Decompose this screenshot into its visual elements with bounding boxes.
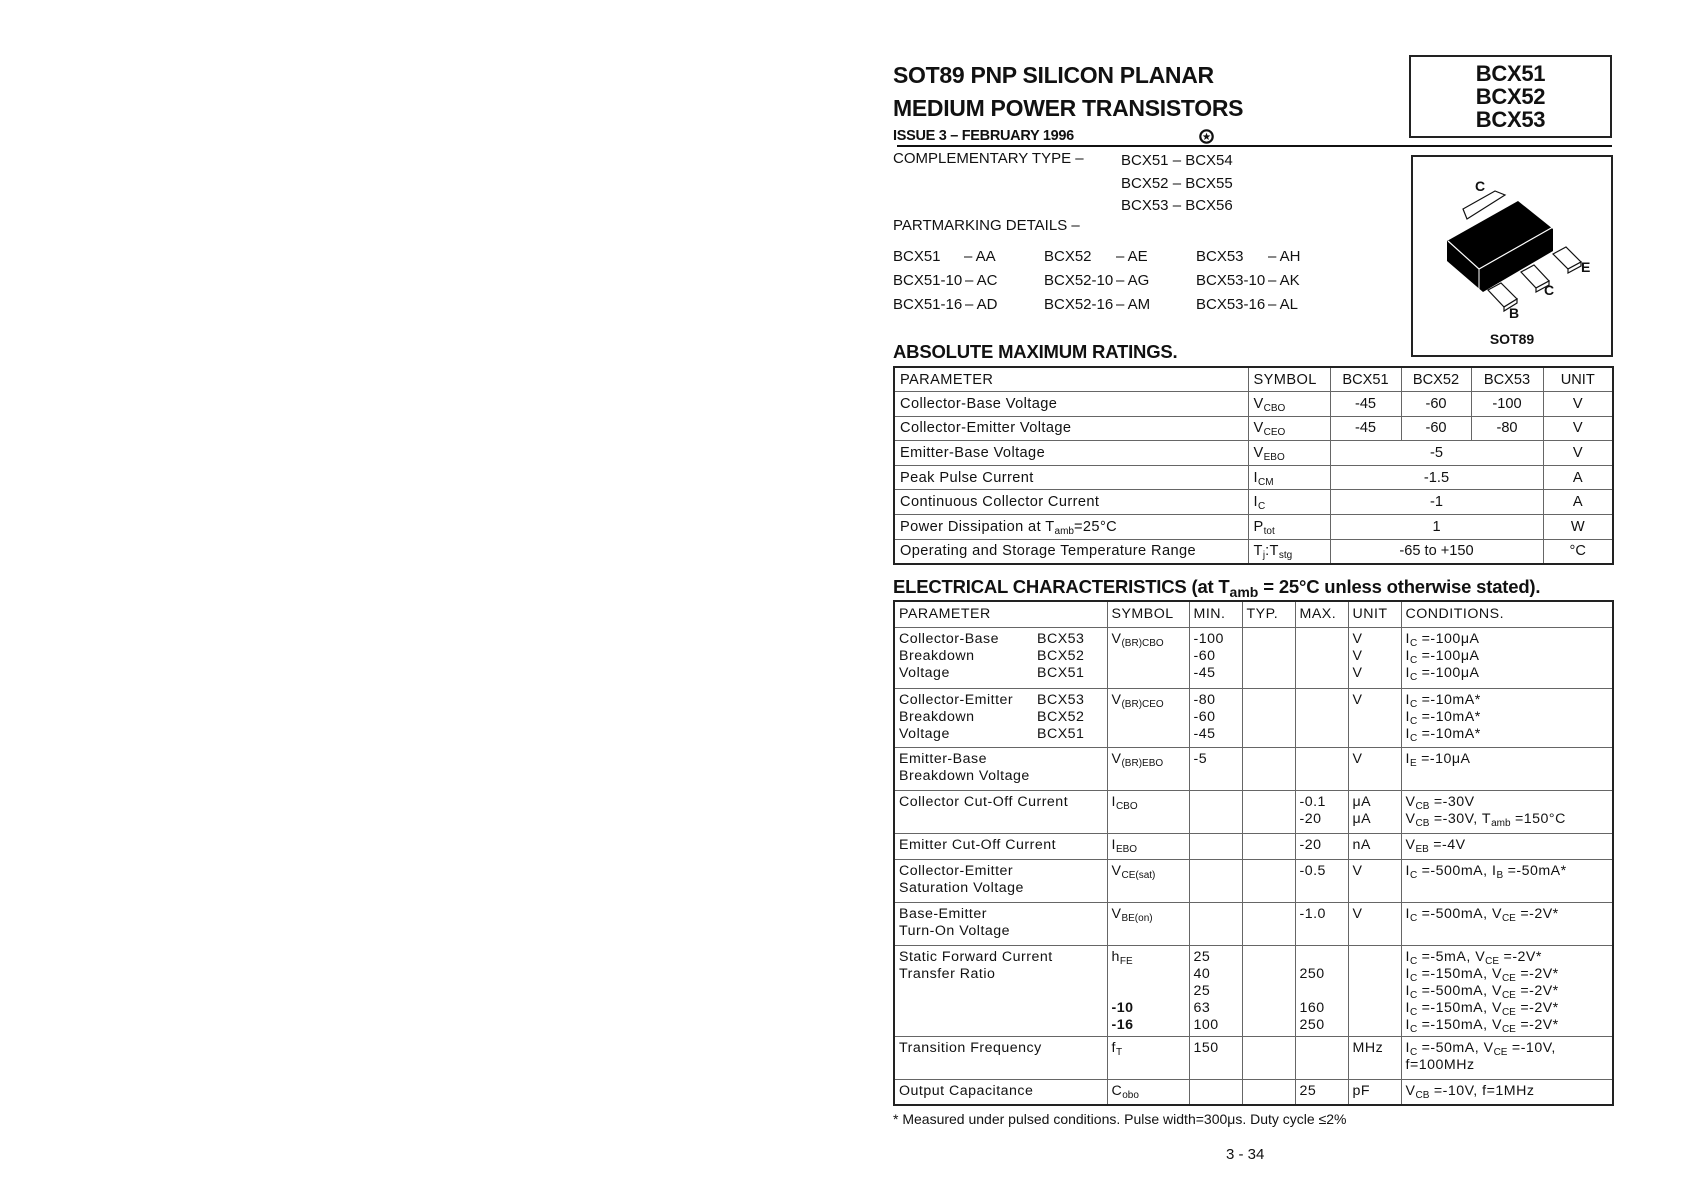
typ-cell xyxy=(1242,1036,1295,1079)
header-rule xyxy=(897,145,1612,147)
min-cell: -100 -60 -45 xyxy=(1189,627,1242,688)
min-cell: 25 40 25 63 100 xyxy=(1189,945,1242,1036)
partmarking-code: – AH xyxy=(1268,248,1301,265)
table-header-row xyxy=(894,601,1613,627)
max-cell xyxy=(1295,1036,1348,1079)
value-cell: -60 xyxy=(1401,392,1471,417)
unit-cell: nA xyxy=(1348,833,1401,859)
min-cell xyxy=(1189,833,1242,859)
max-cell: -1.0 xyxy=(1295,902,1348,945)
table-row xyxy=(894,902,1613,945)
unit-cell: V xyxy=(1348,747,1401,790)
param-cell: Emitter-Base Breakdown Voltage xyxy=(894,747,1107,790)
table-row xyxy=(894,627,1613,688)
partmarking-code: – AC xyxy=(965,272,998,289)
part-number: BCX53 xyxy=(1475,107,1546,132)
table-row xyxy=(894,747,1613,790)
value-cell: -45 xyxy=(1330,392,1401,417)
partmarking-part: BCX52 xyxy=(1044,248,1092,265)
header-cell: BCX52 xyxy=(1401,367,1471,392)
unit-cell: V xyxy=(1348,688,1401,747)
header-cell: SYMBOL xyxy=(1107,601,1189,627)
table-row xyxy=(894,490,1613,515)
symbol-cell: $V_{(BR)CEO}$ xyxy=(1107,688,1189,747)
typ-cell xyxy=(1242,627,1295,688)
partmarking-code: – AD xyxy=(965,296,998,313)
conditions-cell: $I_E =-10\mu A$ xyxy=(1401,747,1613,790)
min-cell: 150 xyxy=(1189,1036,1242,1079)
partmarking-part: BCX51-10 xyxy=(893,272,963,289)
param-cell: Continuous Collector Current xyxy=(894,490,1248,515)
symbol-cell: $I_C$ xyxy=(1248,490,1330,515)
elec-title: ELECTRICAL CHARACTERISTICS (at $T_{amb} = 25^\circ C$ unless otherwise stated). xyxy=(893,576,1541,600)
symbol-cell: $V_{CE(sat)}$ xyxy=(1107,859,1189,902)
param-cell: Emitter Cut-Off Current xyxy=(894,833,1107,859)
pin-label-base: B xyxy=(1509,305,1520,321)
param-cell: Collector-Emitter Voltage xyxy=(894,416,1248,441)
param-cell: Power Dissipation at $T_{amb}=25^\circ C$ xyxy=(894,515,1248,540)
typ-cell xyxy=(1242,790,1295,833)
symbol-cell: $V_{(BR)EBO}$ xyxy=(1107,747,1189,790)
pin-label-emitter: E xyxy=(1581,259,1591,275)
value-cell: -100 xyxy=(1471,392,1543,417)
min-cell: -5 xyxy=(1189,747,1242,790)
partmarking-code: – AE xyxy=(1116,248,1148,265)
typ-cell xyxy=(1242,688,1295,747)
unit-cell: V xyxy=(1348,902,1401,945)
typ-cell xyxy=(1242,945,1295,1036)
conditions-cell: $I_C =-500mA$, $I_B =-50mA*$ xyxy=(1401,859,1613,902)
complementary-pair: BCX52 – BCX55 xyxy=(1121,174,1233,192)
unit-cell: V xyxy=(1543,416,1613,441)
unit-cell: V xyxy=(1348,859,1401,902)
pin-label-tab-collector: C xyxy=(1475,178,1486,194)
complementary-type-label: COMPLEMENTARY TYPE – xyxy=(893,150,1084,167)
partmarking-label: PARTMARKING DETAILS – xyxy=(893,217,1080,234)
conditions-cell: $I_C =-10mA*$ $I_C =-10mA*$ $I_C =-10mA*$ xyxy=(1401,688,1613,747)
table-row xyxy=(894,441,1613,466)
header-cell: MAX. xyxy=(1295,601,1348,627)
abs-max-title: ABSOLUTE MAXIMUM RATINGS. xyxy=(893,341,1178,362)
unit-cell: W xyxy=(1543,515,1613,540)
min-cell xyxy=(1189,790,1242,833)
table-row xyxy=(894,833,1613,859)
conditions-cell: $V_{CB} =-30V$ $V_{CB} =-30V$, $T_{amb} =150^\circ C$ xyxy=(1401,790,1613,833)
header-cell: SYMBOL xyxy=(1248,367,1330,392)
symbol-cell: $P_{tot}$ xyxy=(1248,515,1330,540)
partmarking-code: – AM xyxy=(1116,296,1151,313)
typ-cell xyxy=(1242,859,1295,902)
table-row xyxy=(894,539,1613,564)
min-cell xyxy=(1189,902,1242,945)
abs-max-table xyxy=(893,366,1614,565)
package-name: SOT89 xyxy=(1489,331,1535,347)
param-cell: Collector Cut-Off Current xyxy=(894,790,1107,833)
partmarking-part: BCX53 xyxy=(1196,248,1244,265)
table-row xyxy=(894,859,1613,902)
max-cell: -0.5 xyxy=(1295,859,1348,902)
symbol-cell: $f_T$ xyxy=(1107,1036,1189,1079)
header-cell: BCX53 xyxy=(1471,367,1543,392)
param-cell: Base-Emitter Turn-On Voltage xyxy=(894,902,1107,945)
unit-cell: A xyxy=(1543,490,1613,515)
max-cell: 25 xyxy=(1295,1079,1348,1105)
param-cell: Operating and Storage Temperature Range xyxy=(894,539,1248,564)
sot89-package-drawing xyxy=(1413,157,1611,355)
max-cell: -0.1 -20 xyxy=(1295,790,1348,833)
issue-date: ISSUE 3 – FEBRUARY 1996 xyxy=(893,128,1074,144)
elec-table xyxy=(893,600,1614,1106)
unit-cell: pF xyxy=(1348,1079,1401,1105)
page-number: 3 - 34 xyxy=(1226,1146,1265,1163)
unit-cell: V xyxy=(1543,441,1613,466)
table-row xyxy=(894,515,1613,540)
symbol-cell: $I_{EBO}$ xyxy=(1107,833,1189,859)
partmarking-part: BCX52-16 xyxy=(1044,296,1114,313)
max-cell: 250 160 250 xyxy=(1295,945,1348,1036)
min-cell xyxy=(1189,1079,1242,1105)
table-row xyxy=(894,1079,1613,1105)
typ-cell xyxy=(1242,1079,1295,1105)
symbol-cell: $V_{EBO}$ xyxy=(1248,441,1330,466)
table-row xyxy=(894,465,1613,490)
part-number-box xyxy=(1409,55,1612,138)
partmarking-code: – AL xyxy=(1268,296,1299,313)
max-cell xyxy=(1295,747,1348,790)
symbol-cell: $V_{BE(on)}$ xyxy=(1107,902,1189,945)
table-row xyxy=(894,688,1613,747)
param-cell: Collector-Base Breakdown Voltage BCX53 BCX52 BCX51 xyxy=(894,627,1107,688)
typ-cell xyxy=(1242,747,1295,790)
param-cell: Collector-Emitter Saturation Voltage xyxy=(894,859,1107,902)
part-number: BCX52 xyxy=(1475,84,1546,109)
partmarking-part: BCX53-10 xyxy=(1196,272,1266,289)
unit-cell: °C xyxy=(1543,539,1613,564)
partmarking-code: – AG xyxy=(1116,272,1150,289)
value-cell: 1 xyxy=(1330,515,1543,540)
header-cell: BCX51 xyxy=(1330,367,1401,392)
complementary-pair: BCX51 – BCX54 xyxy=(1121,152,1233,169)
table-row xyxy=(894,416,1613,441)
min-cell: -80 -60 -45 xyxy=(1189,688,1242,747)
unit-cell: V V V xyxy=(1348,627,1401,688)
symbol-cell: $I_{CBO}$ xyxy=(1107,790,1189,833)
value-cell: -80 xyxy=(1471,416,1543,441)
value-cell: -45 xyxy=(1330,416,1401,441)
value-cell: -1 xyxy=(1330,490,1543,515)
max-cell xyxy=(1295,627,1348,688)
symbol-cell: $I_{CM}$ xyxy=(1248,465,1330,490)
table-row xyxy=(894,790,1613,833)
header-cell: PARAMETER xyxy=(894,367,1248,392)
param-cell: Collector-Base Voltage xyxy=(894,392,1248,417)
symbol-cell: $V_{CEO}$ xyxy=(1248,416,1330,441)
conditions-cell: $I_C =-50mA$, $V_{CE} =-10V$, f=100MHz xyxy=(1401,1036,1613,1079)
header-cell: UNIT xyxy=(1348,601,1401,627)
partmarking-code: – AA xyxy=(964,248,996,265)
package-box xyxy=(1411,155,1613,357)
param-cell: Static Forward Current Transfer Ratio xyxy=(894,945,1107,1036)
header-cell: CONDITIONS. xyxy=(1401,601,1613,627)
table-header-row xyxy=(894,367,1613,392)
header-cell: UNIT xyxy=(1543,367,1613,392)
conditions-cell: $V_{CB} =-10V$, f=1MHz xyxy=(1401,1079,1613,1105)
footnote: * Measured under pulsed conditions. Pulse width=300μs. Duty cycle ≤2% xyxy=(893,1111,1347,1127)
title-line-2: MEDIUM POWER TRANSISTORS xyxy=(893,95,1244,121)
table-row xyxy=(894,392,1613,417)
unit-cell: V xyxy=(1543,392,1613,417)
symbol-cell: $V_{CBO}$ xyxy=(1248,392,1330,417)
star-in-circle-icon xyxy=(1199,129,1214,144)
value-cell: -60 xyxy=(1401,416,1471,441)
conditions-cell: $I_C =-100\mu A$ $I_C =-100\mu A$ $I_C =-100\mu A$ xyxy=(1401,627,1613,688)
param-cell: Output Capacitance xyxy=(894,1079,1107,1105)
value-cell: -5 xyxy=(1330,441,1543,466)
conditions-cell: $I_C =-500mA$, $V_{CE} =-2V*$ xyxy=(1401,902,1613,945)
complementary-pairs xyxy=(1121,150,1233,218)
value-cell: -65 to +150 xyxy=(1330,539,1543,564)
min-cell xyxy=(1189,859,1242,902)
param-cell: Collector-Emitter Breakdown Voltage BCX53 BCX52 BCX51 xyxy=(894,688,1107,747)
header-cell: MIN. xyxy=(1189,601,1242,627)
part-number: BCX51 xyxy=(1475,61,1546,86)
symbol-cell: $V_{(BR)CBO}$ xyxy=(1107,627,1189,688)
param-cell: Transition Frequency xyxy=(894,1036,1107,1079)
partmarking-part: BCX51-16 xyxy=(893,296,963,313)
symbol-cell: $h_{FE}$ -10 -16 xyxy=(1107,945,1189,1036)
max-cell xyxy=(1295,688,1348,747)
partmarking-code: – AK xyxy=(1268,272,1300,289)
value-cell: -1.5 xyxy=(1330,465,1543,490)
symbol-cell: $C_{obo}$ xyxy=(1107,1079,1189,1105)
partmarking-part: BCX53-16 xyxy=(1196,296,1266,313)
param-cell: Emitter-Base Voltage xyxy=(894,441,1248,466)
unit-cell xyxy=(1348,945,1401,1036)
unit-cell: MHz xyxy=(1348,1036,1401,1079)
max-cell: -20 xyxy=(1295,833,1348,859)
header-cell: TYP. xyxy=(1242,601,1295,627)
symbol-cell: $T_j:T_{stg}$ xyxy=(1248,539,1330,564)
complementary-pair: BCX53 – BCX56 xyxy=(1121,197,1233,214)
partmarking-part: BCX51 xyxy=(893,248,941,265)
conditions-cell: $V_{EB} =-4V$ xyxy=(1401,833,1613,859)
typ-cell xyxy=(1242,902,1295,945)
typ-cell xyxy=(1242,833,1295,859)
unit-cell: A xyxy=(1543,465,1613,490)
conditions-cell: $I_C =-5mA$, $V_{CE} =-2V*$ $I_C =-150mA$, $V_{CE} =-2V*$ $I_C =-500mA$, $V_{CE} =-2V*$ $I_C =-150mA$, $V_{CE} =-2V*$ $I_C =-150mA$, $V_{CE} =-2V*$ xyxy=(1401,945,1613,1036)
title-line-1: SOT89 PNP SILICON PLANAR xyxy=(893,62,1214,88)
partmarking-part: BCX52-10 xyxy=(1044,272,1114,289)
table-row xyxy=(894,945,1613,1036)
pin-label-collector: C xyxy=(1544,282,1555,298)
unit-cell: μA μA xyxy=(1348,790,1401,833)
param-cell: Peak Pulse Current xyxy=(894,465,1248,490)
header-cell: PARAMETER xyxy=(894,601,1107,627)
table-row xyxy=(894,1036,1613,1079)
